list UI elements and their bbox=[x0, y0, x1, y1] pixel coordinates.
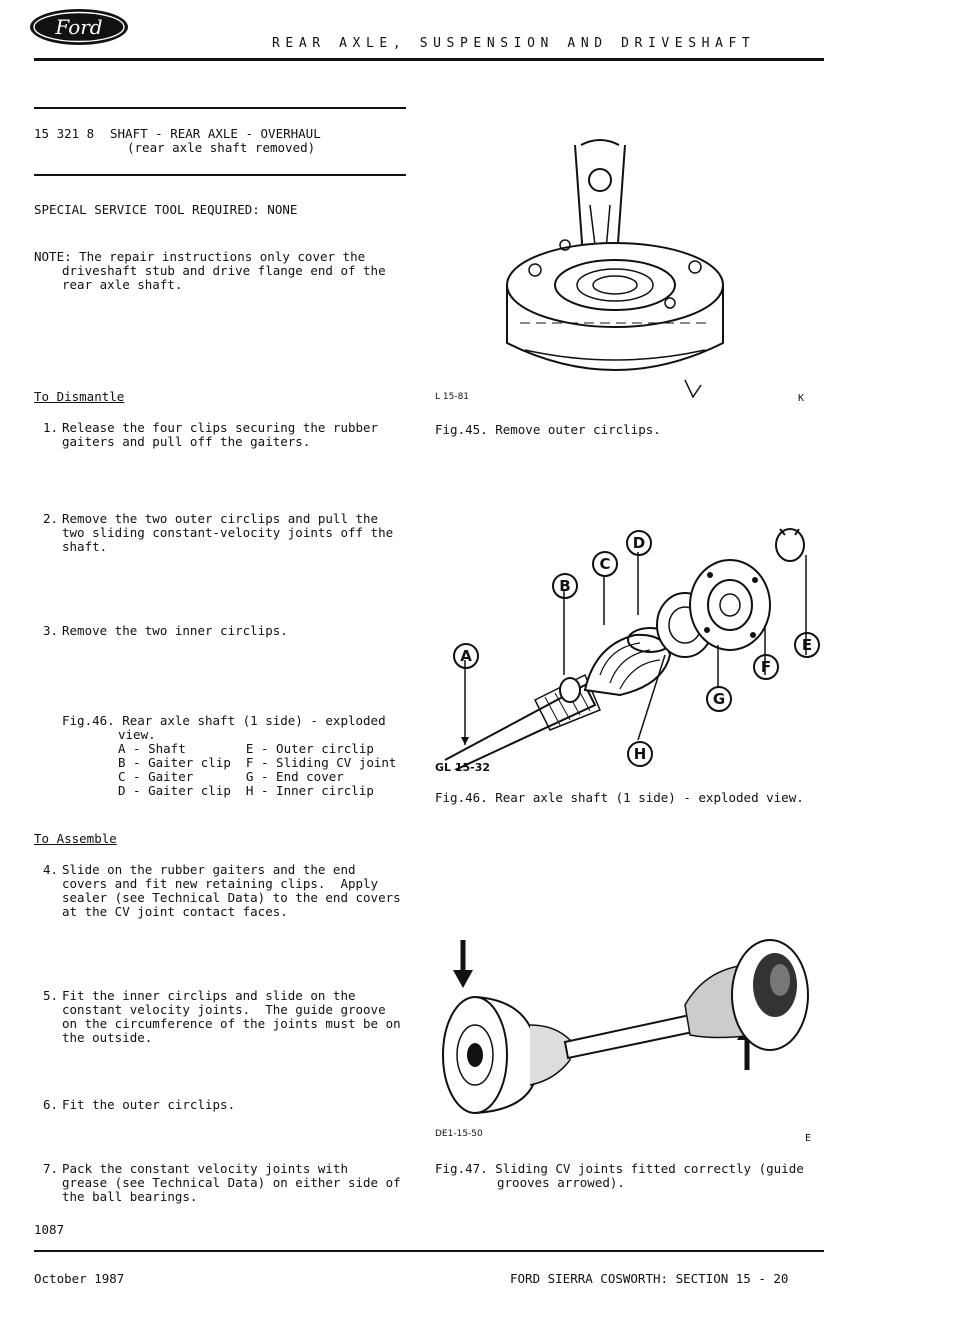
step5-line1: Fit the inner circlips and slide on the bbox=[62, 988, 356, 1003]
step2-line2: two sliding constant-velocity joints off the bbox=[62, 525, 394, 540]
note-line1: NOTE: The repair instructions only cover the bbox=[34, 249, 366, 264]
step4-num: 4. bbox=[43, 862, 59, 877]
operation-subtitle: (rear axle shaft removed) bbox=[127, 140, 316, 155]
step5-line3: on the circumference of the joints must be on bbox=[62, 1016, 401, 1031]
special-tool-text: SPECIAL SERVICE TOOL REQUIRED: NONE bbox=[34, 202, 298, 217]
fig46-callout-h: H bbox=[627, 741, 653, 767]
fig46-caption: Fig.46. Rear axle shaft (1 side) - exploded view. bbox=[435, 790, 804, 805]
note-line2: driveshaft stub and drive flange end of the bbox=[62, 263, 386, 278]
footer-rule bbox=[34, 1250, 824, 1252]
fig46-legend-caption1: Fig.46. Rear axle shaft (1 side) - exploded bbox=[62, 713, 386, 728]
step6-num: 6. bbox=[43, 1097, 59, 1112]
fig45-ref: L 15-81 bbox=[435, 392, 470, 402]
operation-title: SHAFT - REAR AXLE - OVERHAUL bbox=[110, 126, 321, 141]
fig45-tag: K bbox=[798, 393, 805, 404]
step1-line1: Release the four clips securing the rubber bbox=[62, 420, 379, 435]
footer-date: October 1987 bbox=[34, 1271, 125, 1286]
header-title: REAR AXLE, SUSPENSION AND DRIVESHAFT bbox=[272, 36, 756, 51]
step2-line3: shaft. bbox=[62, 539, 108, 554]
footer-section: FORD SIERRA COSWORTH: SECTION 15 - 20 bbox=[510, 1271, 789, 1286]
fig46-callout-d: D bbox=[626, 530, 652, 556]
step7-line2: grease (see Technical Data) on either side of bbox=[62, 1175, 401, 1190]
step3-line1: Remove the two inner circlips. bbox=[62, 623, 288, 638]
operation-code: 15 321 8 bbox=[34, 126, 95, 141]
step4-line3: sealer (see Technical Data) to the end covers bbox=[62, 890, 401, 905]
fig45-illustration bbox=[505, 135, 745, 400]
fig47-illustration bbox=[435, 930, 820, 1120]
fig46-callout-e: E bbox=[794, 632, 820, 658]
step1-line2: gaiters and pull off the gaiters. bbox=[62, 434, 311, 449]
fig46-callout-b: B bbox=[552, 573, 578, 599]
header-rule bbox=[34, 58, 824, 61]
fig47-caption1: Fig.47. Sliding CV joints fitted correctly (guide bbox=[435, 1161, 804, 1176]
step5-line4: the outside. bbox=[62, 1030, 153, 1045]
step7-line3: the ball bearings. bbox=[62, 1189, 198, 1204]
step4-line2: covers and fit new retaining clips. Apply bbox=[62, 876, 379, 891]
step4-line4: at the CV joint contact faces. bbox=[62, 904, 288, 919]
step5-num: 5. bbox=[43, 988, 59, 1003]
fig46-illustration bbox=[435, 515, 825, 770]
op-rule-top bbox=[34, 107, 406, 109]
step2-num: 2. bbox=[43, 511, 59, 526]
ford-logo bbox=[28, 7, 130, 47]
note-line3: rear axle shaft. bbox=[62, 277, 183, 292]
fig46-legend-row: D - Gaiter clip H - Inner circlip bbox=[118, 783, 374, 798]
fig46-legend-row: C - Gaiter G - End cover bbox=[118, 769, 344, 784]
step3-num: 3. bbox=[43, 623, 59, 638]
fig46-legend-row: B - Gaiter clip F - Sliding CV joint bbox=[118, 755, 397, 770]
fig47-caption2: grooves arrowed). bbox=[497, 1175, 625, 1190]
step1-num: 1. bbox=[43, 420, 59, 435]
fig47-ref: DE1-15-50 bbox=[435, 1129, 483, 1139]
step7-num: 7. bbox=[43, 1161, 59, 1176]
step4-line1: Slide on the rubber gaiters and the end bbox=[62, 862, 356, 877]
fig45-caption: Fig.45. Remove outer circlips. bbox=[435, 422, 661, 437]
fig46-callout-f: F bbox=[753, 654, 779, 680]
step6-line1: Fit the outer circlips. bbox=[62, 1097, 236, 1112]
fig46-legend-caption2: view. bbox=[118, 727, 156, 742]
step7-line1: Pack the constant velocity joints with bbox=[62, 1161, 348, 1176]
ford-logo-text: Ford bbox=[55, 15, 103, 39]
fig47-tag: E bbox=[805, 1133, 812, 1144]
op-rule-bottom bbox=[34, 174, 406, 176]
step2-line1: Remove the two outer circlips and pull the bbox=[62, 511, 379, 526]
fig46-callout-g: G bbox=[706, 686, 732, 712]
page-ref: 1087 bbox=[34, 1222, 65, 1237]
fig46-ref: GL 15-32 bbox=[435, 761, 491, 774]
assemble-heading: To Assemble bbox=[34, 831, 117, 846]
fig46-callout-c: C bbox=[592, 551, 618, 577]
fig46-callout-a: A bbox=[453, 643, 479, 669]
fig46-legend-row: A - Shaft E - Outer circlip bbox=[118, 741, 374, 756]
step5-line2: constant velocity joints. The guide groove bbox=[62, 1002, 386, 1017]
dismantle-heading: To Dismantle bbox=[34, 389, 125, 404]
